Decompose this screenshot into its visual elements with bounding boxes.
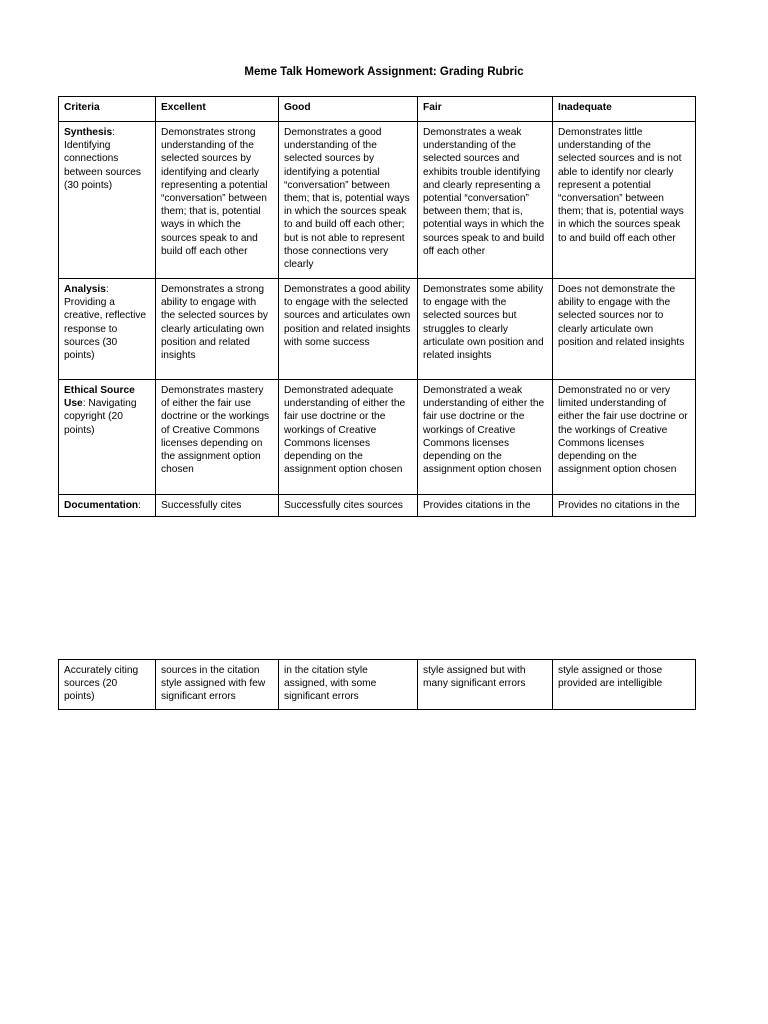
fair-cell: Demonstrates a weak understanding of the selected sources and exhibits trouble identifying and clearly representing a potential “conversation” between them; that is, potential ways in which the sources speak to and build off each other xyxy=(418,122,553,279)
fair-cell: style assigned but with many significant errors xyxy=(418,660,553,710)
table-row-documentation-continued xyxy=(59,660,696,710)
criteria-cell xyxy=(59,122,156,279)
table-row-synthesis xyxy=(59,122,696,279)
good-cell: Demonstrated adequate understanding of either the fair use doctrine or the workings of Creative Commons licenses depending on the assignment option chosen xyxy=(279,380,418,495)
inadequate-cell: Provides no citations in the xyxy=(553,495,696,517)
header-good: Good xyxy=(279,97,418,122)
table-row-documentation xyxy=(59,495,696,517)
header-excellent: Excellent xyxy=(156,97,279,122)
criteria-name: Ethical Source Use xyxy=(64,385,135,410)
inadequate-cell: style assigned or those provided are intelligible xyxy=(553,660,696,710)
excellent-cell: Successfully cites xyxy=(156,495,279,517)
inadequate-cell: Does not demonstrate the ability to engage with the selected sources nor to clearly articulate own position and related insights xyxy=(553,279,696,380)
header-row xyxy=(59,97,696,122)
criteria-desc: : Identifying connections between sources (30 points) xyxy=(64,127,142,191)
header-fair: Fair xyxy=(418,97,553,122)
criteria-name: Analysis xyxy=(64,284,106,295)
criteria-name: Documentation xyxy=(64,500,139,511)
header-inadequate: Inadequate xyxy=(553,97,696,122)
criteria-cell: Accurately citing sources (20 points) xyxy=(59,660,156,710)
good-cell: Demonstrates a good ability to engage with the selected sources and articulates own position and related insights with some success xyxy=(279,279,418,380)
inadequate-cell: Demonstrated no or very limited understanding of either the fair use doctrine or the workings of Creative Commons licenses depending on the assignment option chosen xyxy=(553,380,696,495)
header-criteria: Criteria xyxy=(59,97,156,122)
excellent-cell: sources in the citation style assigned with few significant errors xyxy=(156,660,279,710)
good-cell: in the citation style assigned, with some significant errors xyxy=(279,660,418,710)
document-title: Meme Talk Homework Assignment: Grading Rubric xyxy=(244,66,524,78)
inadequate-cell: Demonstrates little understanding of the selected sources and is not able to identify nor clearly represent a potential “conversation” between them; that is, potential ways in which the sources speak to and build off each other xyxy=(553,122,696,279)
table-row-analysis xyxy=(59,279,696,380)
excellent-cell: Demonstrates a strong ability to engage with the selected sources by clearly articulating own position and related insights xyxy=(156,279,279,380)
criteria-name: Synthesis xyxy=(64,127,113,138)
criteria-cell xyxy=(59,495,156,517)
fair-cell: Provides citations in the xyxy=(418,495,553,517)
rubric-table xyxy=(58,96,696,517)
criteria-desc: : xyxy=(138,500,141,511)
fair-cell: Demonstrates some ability to engage with the selected sources but struggles to clearly articulate own position and related insights xyxy=(418,279,553,380)
criteria-cell xyxy=(59,380,156,495)
excellent-cell: Demonstrates strong understanding of the selected sources by identifying and clearly representing a potential “conversation” between them; that is, potential ways in which the sources speak to and build off each other xyxy=(156,122,279,279)
excellent-cell: Demonstrates mastery of either the fair use doctrine or the workings of Creative Commons licenses depending on the assignment option chosen xyxy=(156,380,279,495)
good-cell: Demonstrates a good understanding of the selected sources by identifying a potential “conversation” between them; that is, potential ways in which the sources speak to and build off each other; but is not able to represent those connections very clearly xyxy=(279,122,418,279)
criteria-desc: : Providing a creative, reflective response to sources (30 points) xyxy=(64,284,147,362)
criteria-cell xyxy=(59,279,156,380)
criteria-desc: : Navigating copyright (20 points) xyxy=(64,398,137,436)
rubric-table-continued xyxy=(58,659,696,710)
fair-cell: Demonstrated a weak understanding of either the fair use doctrine or the workings of Creative Commons licenses depending on the assignment option chosen xyxy=(418,380,553,495)
table-row-ethical-source-use xyxy=(59,380,696,495)
good-cell: Successfully cites sources xyxy=(279,495,418,517)
